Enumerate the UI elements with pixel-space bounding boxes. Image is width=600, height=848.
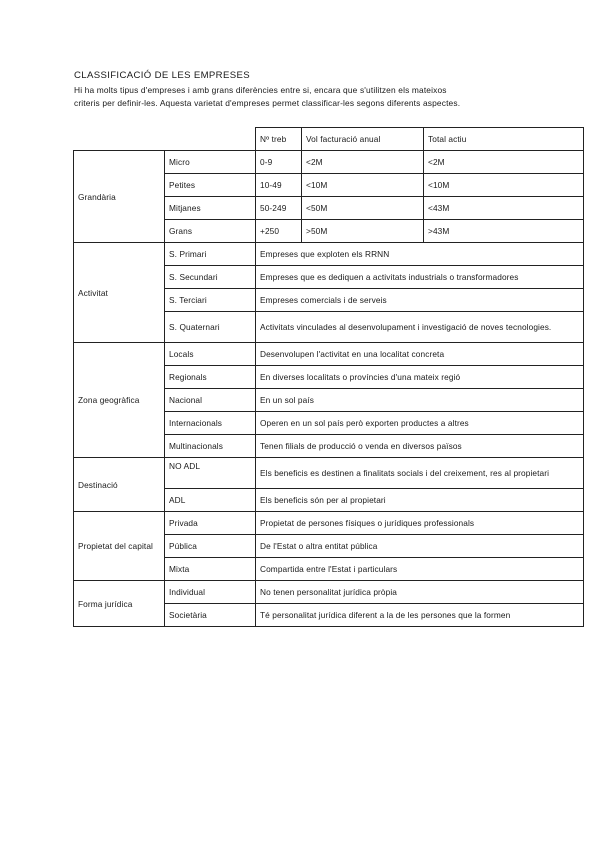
- document-intro: [74, 84, 544, 110]
- table-row: [74, 243, 584, 266]
- desc-cell: Els beneficis es destinen a finalitats socials i del creixement, res al propietari: [256, 458, 584, 489]
- type-cell: Locals: [165, 343, 256, 366]
- type-cell: Micro: [165, 151, 256, 174]
- desc-cell: Els beneficis són per al propietari: [256, 489, 584, 512]
- type-cell: Privada: [165, 512, 256, 535]
- category-zona-geografica: Zona geogràfica: [74, 343, 165, 458]
- actiu-cell: <43M: [424, 197, 584, 220]
- desc-cell: Activitats vinculades al desenvolupament i investigació de noves tecnologies.: [256, 312, 584, 343]
- treb-cell: 0-9: [256, 151, 302, 174]
- type-cell: S. Primari: [165, 243, 256, 266]
- table-row: [74, 512, 584, 535]
- desc-cell: Empreses comercials i de serveis: [256, 289, 584, 312]
- header-total-actiu: Total actiu: [424, 128, 584, 151]
- type-cell: Multinacionals: [165, 435, 256, 458]
- category-forma-juridica: Forma jurídica: [74, 581, 165, 627]
- type-cell: Petites: [165, 174, 256, 197]
- type-cell: Mixta: [165, 558, 256, 581]
- header-vol-facturacio: Vol facturació anual: [302, 128, 424, 151]
- type-cell: ADL: [165, 489, 256, 512]
- document-title: CLASSIFICACIÓ DE LES EMPRESES: [74, 70, 250, 81]
- type-cell: Individual: [165, 581, 256, 604]
- type-cell: Societària: [165, 604, 256, 627]
- actiu-cell: <2M: [424, 151, 584, 174]
- desc-cell: No tenen personalitat jurídica pròpia: [256, 581, 584, 604]
- desc-cell: En diverses localitats o províncies d'una mateix regió: [256, 366, 584, 389]
- type-cell: Nacional: [165, 389, 256, 412]
- table-header-row: [74, 128, 584, 151]
- type-cell: Mitjanes: [165, 197, 256, 220]
- table-row: [74, 458, 584, 489]
- desc-cell: Té personalitat jurídica diferent a la de les persones que la formen: [256, 604, 584, 627]
- desc-cell: Desenvolupen l'activitat en una localitat concreta: [256, 343, 584, 366]
- desc-cell: Compartida entre l'Estat i particulars: [256, 558, 584, 581]
- category-destinacio: Destinació: [74, 458, 165, 512]
- intro-line-2: criteris per definir-les. Aquesta varietat d'empreses permet classificar-les segons diferents aspectes.: [74, 98, 461, 108]
- category-propietat-capital: Propietat del capital: [74, 512, 165, 581]
- type-cell: NO ADL: [165, 458, 256, 489]
- type-cell: Regionals: [165, 366, 256, 389]
- desc-cell: Operen en un sol país però exporten productes a altres: [256, 412, 584, 435]
- desc-cell: De l'Estat o altra entitat pública: [256, 535, 584, 558]
- actiu-cell: <10M: [424, 174, 584, 197]
- type-cell: Grans: [165, 220, 256, 243]
- desc-cell: Empreses que es dediquen a activitats industrials o transformadores: [256, 266, 584, 289]
- type-cell: Internacionals: [165, 412, 256, 435]
- treb-cell: +250: [256, 220, 302, 243]
- vol-cell: >50M: [302, 220, 424, 243]
- type-cell: S. Terciari: [165, 289, 256, 312]
- category-grandaria: Grandària: [74, 151, 165, 243]
- category-activitat: Activitat: [74, 243, 165, 343]
- vol-cell: <10M: [302, 174, 424, 197]
- type-cell: S. Quaternari: [165, 312, 256, 343]
- classification-table: [73, 127, 584, 627]
- desc-cell: En un sol país: [256, 389, 584, 412]
- treb-cell: 50-249: [256, 197, 302, 220]
- header-num-treb: Nº treb: [256, 128, 302, 151]
- table-row: [74, 151, 584, 174]
- header-blank: [74, 128, 256, 151]
- treb-cell: 10-49: [256, 174, 302, 197]
- table-row: [74, 343, 584, 366]
- actiu-cell: >43M: [424, 220, 584, 243]
- type-cell: S. Secundari: [165, 266, 256, 289]
- vol-cell: <2M: [302, 151, 424, 174]
- vol-cell: <50M: [302, 197, 424, 220]
- desc-cell: Tenen filials de producció o venda en diversos països: [256, 435, 584, 458]
- desc-cell: Empreses que exploten els RRNN: [256, 243, 584, 266]
- type-cell: Pública: [165, 535, 256, 558]
- table-row: [74, 581, 584, 604]
- desc-cell: Propietat de persones físiques o jurídiques professionals: [256, 512, 584, 535]
- intro-line-1: Hi ha molts tipus d'empreses i amb grans diferències entre si, encara que s'utilitzen els mateixos: [74, 85, 447, 95]
